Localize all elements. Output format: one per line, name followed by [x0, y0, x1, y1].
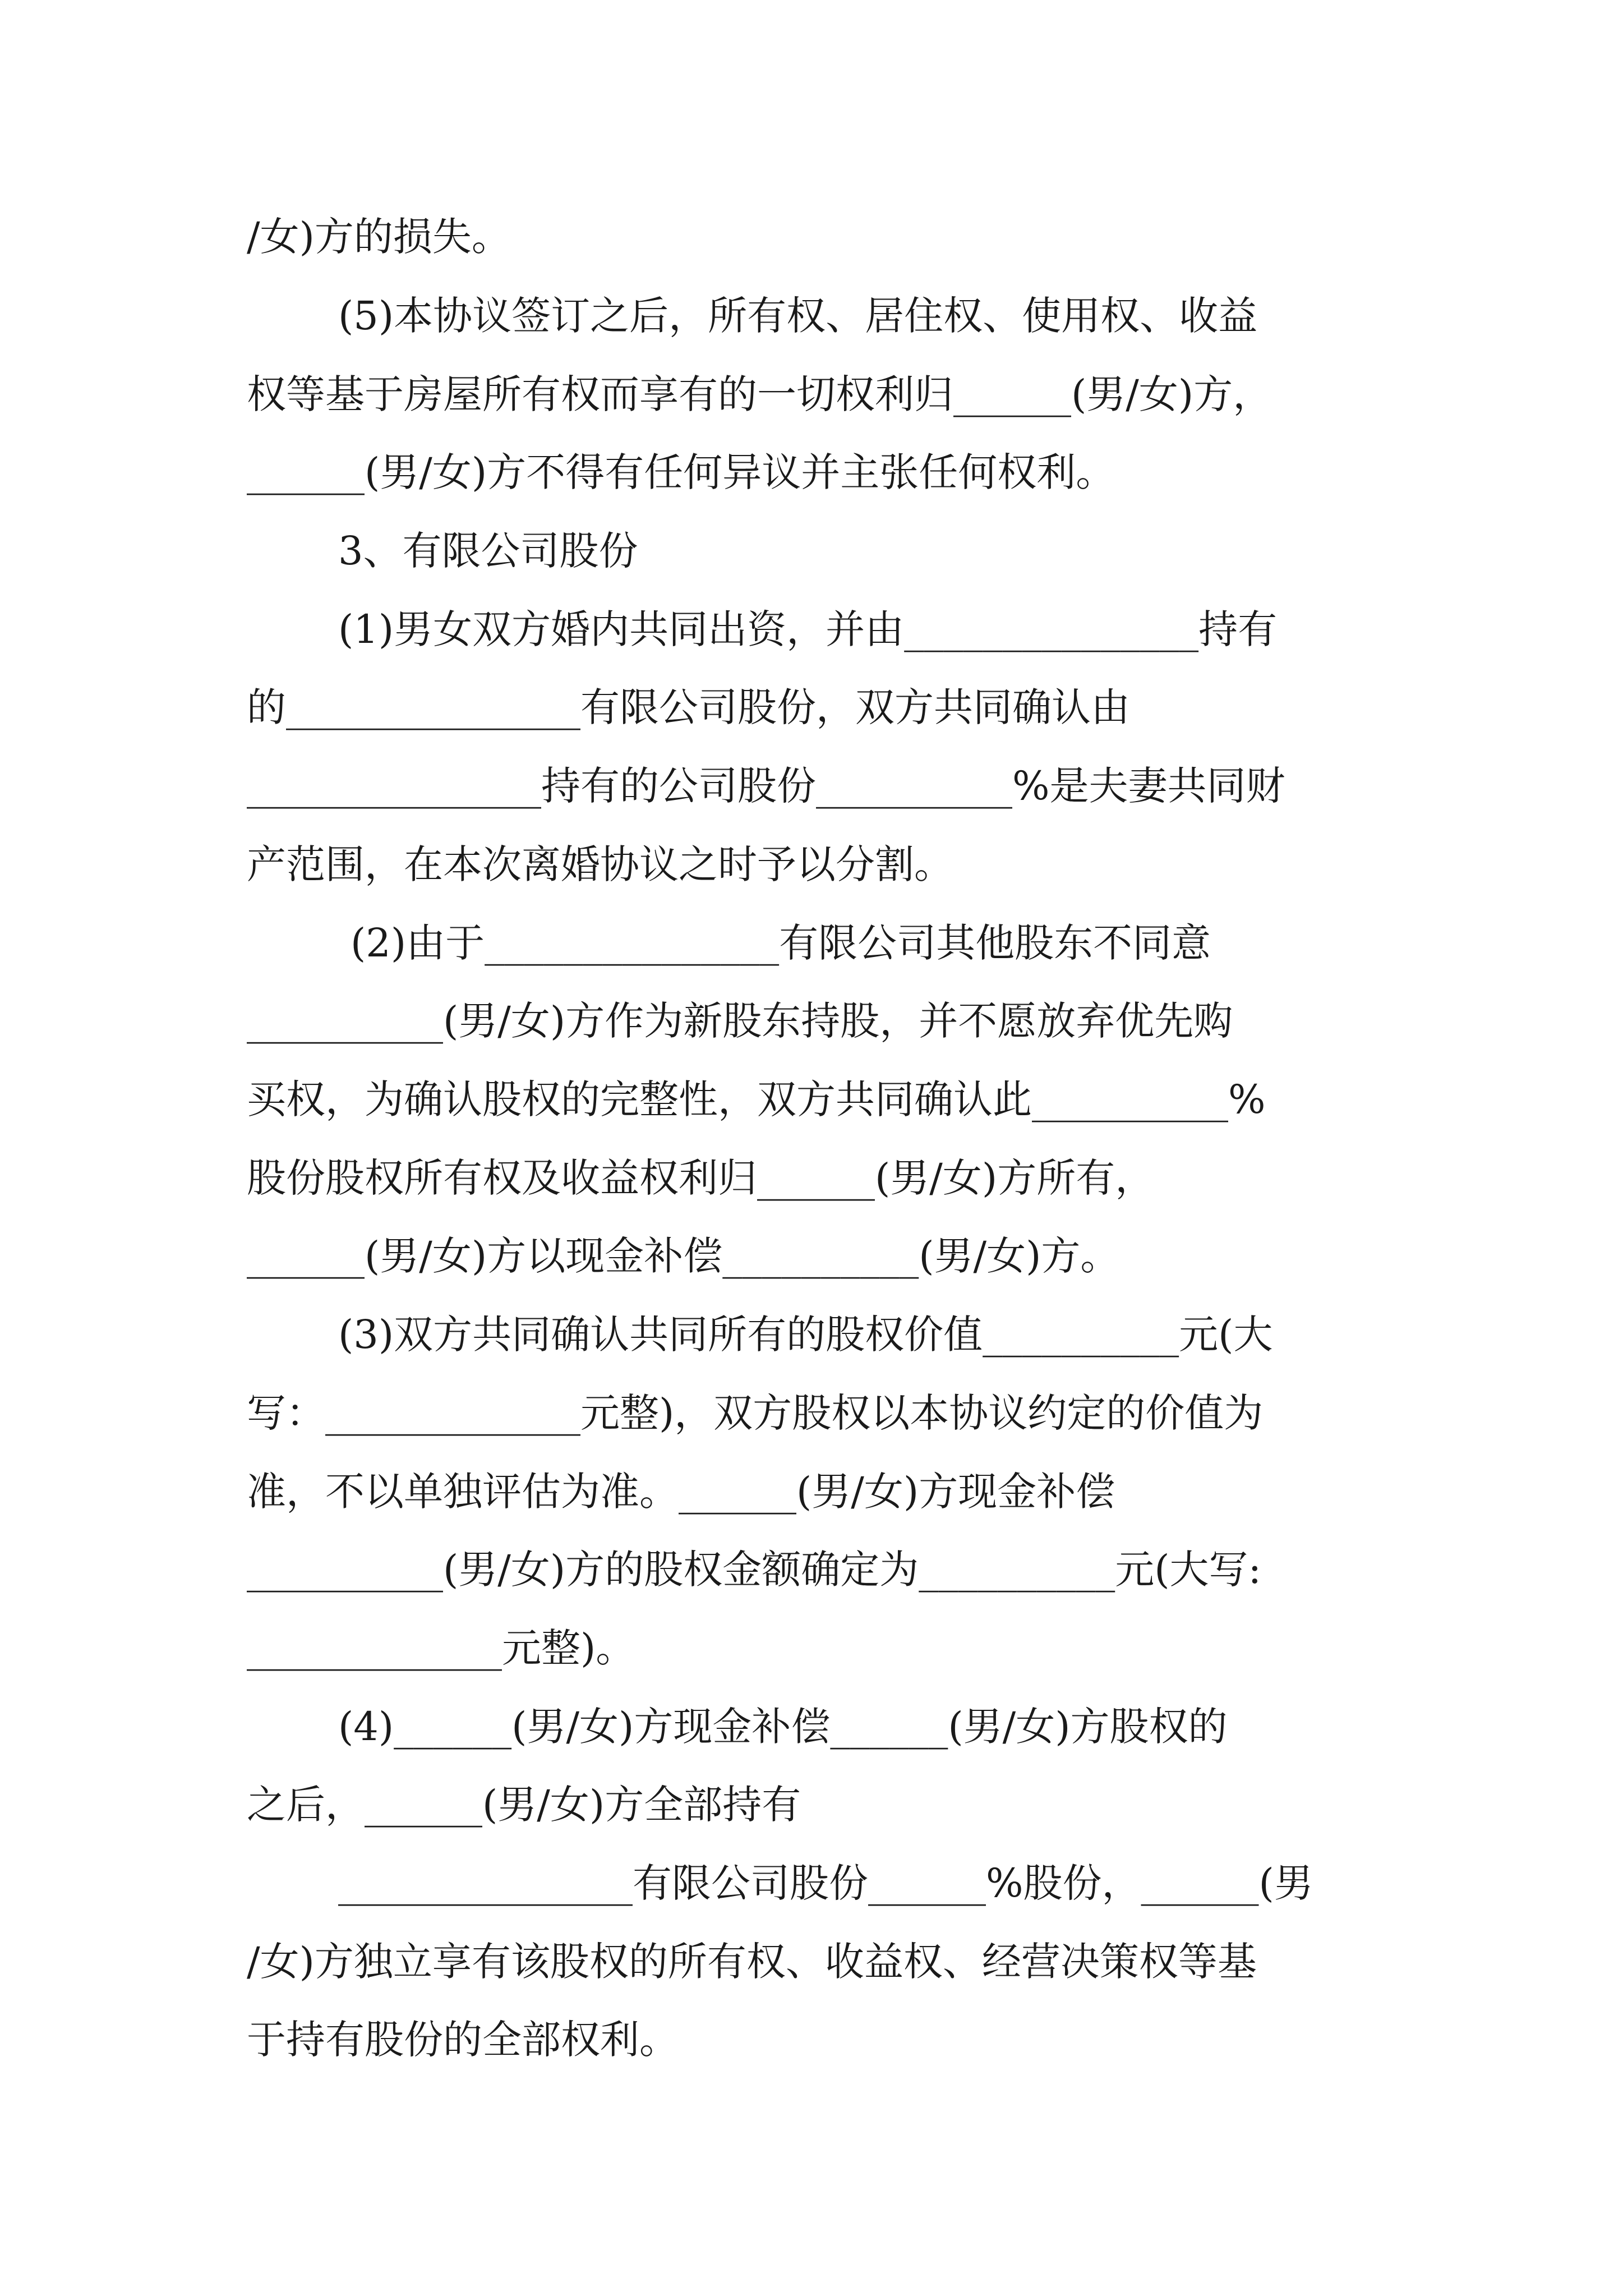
- text-line-7: 的_______________有限公司股份，双方共同确认由: [247, 684, 1130, 730]
- text-line-18: __________(男/女)方的股权金额确定为__________元(大写:: [247, 1547, 1262, 1593]
- text-line-4: ______(男/女)方不得有任何异议并主张任何权利。: [247, 449, 1115, 495]
- text-line-3: 权等基于房屋所有权而享有的一切权利归______(男/女)方，: [247, 371, 1272, 417]
- text-line-8: _______________持有的公司股份__________%是夫妻共同财: [247, 763, 1285, 809]
- text-line-14: ______(男/女)方以现金补偿__________(男/女)方。: [247, 1233, 1120, 1279]
- text-line-6: (1)男女双方婚内共同出资，并由_______________持有: [338, 606, 1278, 652]
- text-line-19: _____________元整)。: [247, 1625, 635, 1671]
- text-line-23: /女)方独立享有该股权的所有权、收益权、经营决策权等基: [247, 1939, 1257, 1985]
- text-line-17: 准，不以单独评估为准。______(男/女)方现金补偿: [247, 1469, 1115, 1515]
- text-line-1: /女)方的损失。: [247, 214, 511, 260]
- section-heading-3: 3、有限公司股份: [338, 528, 638, 574]
- text-line-20: (4)______(男/女)方现金补偿______(男/女)方股权的: [338, 1704, 1228, 1750]
- text-line-24: 于持有股份的全部权利。: [247, 2017, 679, 2063]
- text-line-2: (5)本协议签订之后，所有权、居住权、使用权、收益: [338, 293, 1258, 339]
- text-line-13: 股份股权所有权及收益权利归______(男/女)方所有，: [247, 1155, 1155, 1201]
- text-line-16: 写：_____________元整)，双方股权以本协议约定的价值为: [247, 1390, 1264, 1436]
- text-line-10: (2)由于_______________有限公司其他股东不同意: [351, 920, 1211, 966]
- text-line-11: __________(男/女)方作为新股东持股，并不愿放弃优先购: [247, 998, 1233, 1044]
- text-line-12: 买权，为确认股权的完整性，双方共同确认此__________%: [247, 1076, 1266, 1122]
- text-line-21: 之后，______(男/女)方全部持有: [247, 1782, 801, 1828]
- text-line-9: 产范围，在本次离婚协议之时予以分割。: [247, 841, 953, 887]
- text-line-15: (3)双方共同确认共同所有的股权价值__________元(大: [338, 1312, 1273, 1358]
- text-line-22: _______________有限公司股份______%股份，______(男: [338, 1860, 1313, 1906]
